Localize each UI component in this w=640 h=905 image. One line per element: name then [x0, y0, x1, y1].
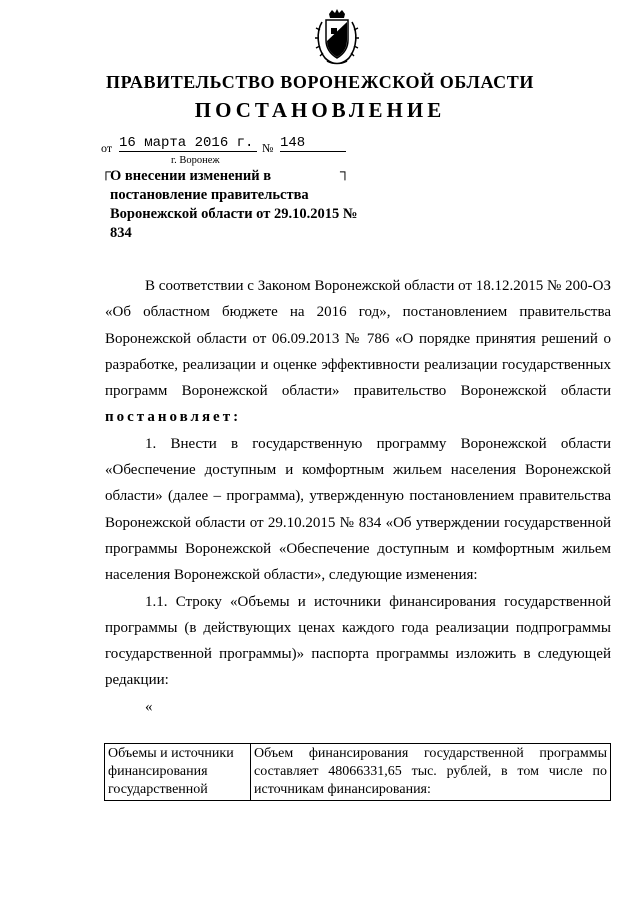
corner-right-mark: ┐ [340, 165, 350, 180]
paragraph-item-1-1: 1.1. Строку «Объемы и источники финансирования государственной программы (в действующих ценах каждого года реализации подпрограммы государственной программы)» паспорта программы изложить в следующей редакции: [105, 593, 611, 689]
preamble-text: В соответствии с Законом Воронежской области от 18.12.2015 № 200-ОЗ «Об областном бюджете на 2016 год», постановлением правительства Воронежской области от 06.09.2013 № 786 «О порядке принятия решений о разработке, реализации и оценке эффективности реализации государственных программ Воронежской области» правительство Воронежской области [105, 278, 611, 400]
paragraph-preamble [105, 273, 611, 431]
passport-table [104, 743, 611, 801]
paragraph-item-1: 1. Внести в государственную программу Воронежской области «Обеспечение доступным и комфортным жильем населения Воронежской области» (далее – программа), утвержденную постановлением правительства Воронежской области от 29.10.2015 № 834 «Об утверждении государственной программы Воронежской «Обеспечение доступным и комфортным жильем населения Воронежской области», следующие изменения: [105, 435, 611, 584]
government-title: ПРАВИТЕЛЬСТВО ВОРОНЕЖСКОЙ ОБЛАСТИ [106, 72, 534, 92]
resolve-verb: постановляет: [105, 409, 242, 426]
document-body [105, 273, 611, 720]
date-prefix: от [101, 141, 113, 155]
date-value: 16 марта 2016 г. [119, 135, 257, 152]
quote-open: « [145, 698, 153, 715]
city: г. Воронеж [171, 155, 220, 166]
table-label-cell: Объемы и источники финансирования государственной [105, 744, 251, 801]
number-value: 148 [280, 135, 346, 152]
document-subject: О внесении изменений в постановление правительства Воронежской области от 29.10.2015 № 834 [110, 168, 358, 241]
number-prefix: № [262, 141, 274, 155]
corner-left-mark: ┌ [101, 165, 111, 180]
document-type: ПОСТАНОВЛЕНИЕ [194, 98, 446, 122]
table-value-cell: Объем финансирования государственной программы составляет 48066331,65 тыс. рублей, в том числе по источникам финансирования: [251, 744, 611, 801]
table-row [105, 744, 611, 801]
coat-of-arms-icon [313, 8, 361, 66]
